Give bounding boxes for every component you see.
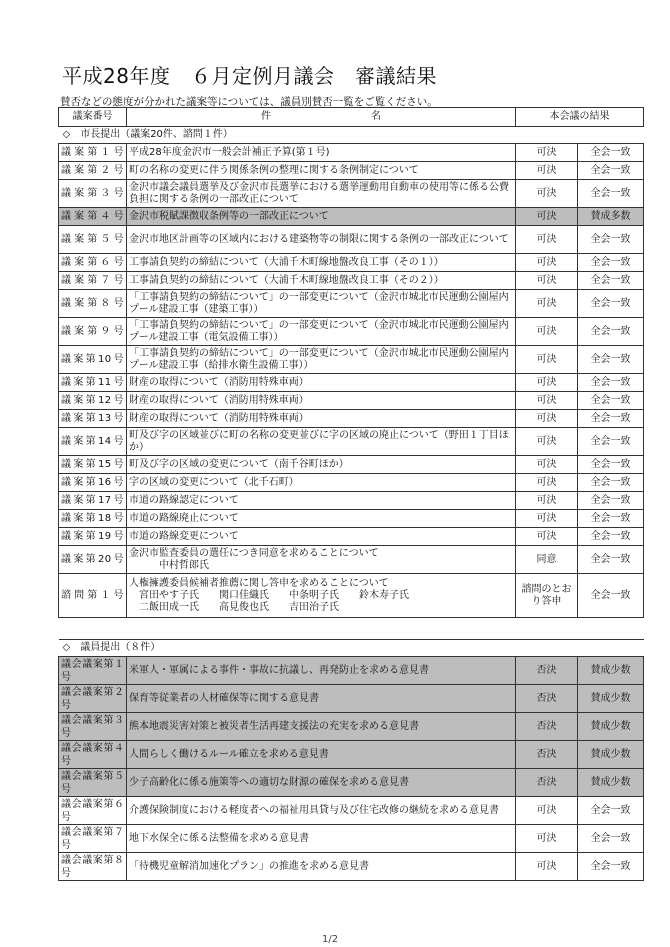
bill-number: 議案第18号: [59, 510, 127, 528]
vote-cell: 全会一致: [578, 456, 644, 474]
result-cell: 可決: [516, 510, 578, 528]
result-cell: 否決: [516, 741, 578, 769]
vote-cell: 賛成少数: [578, 769, 644, 797]
result-cell: 可決: [516, 208, 578, 226]
result-cell: 可決: [516, 272, 578, 290]
table-row: [59, 825, 644, 853]
vote-cell: 全会一致: [578, 825, 644, 853]
bill-title: [127, 510, 516, 528]
bill-number: 議案第13号: [59, 410, 127, 428]
bill-number: 議案第３号: [59, 180, 127, 208]
bill-title: [127, 226, 516, 254]
bill-title-text: 金沢市監査委員の選任につき同意を求めることについて: [129, 547, 379, 559]
bill-title: [127, 410, 516, 428]
result-cell: 可決: [516, 180, 578, 208]
vote-cell: 全会一致: [578, 853, 644, 881]
result-cell: 可決: [516, 254, 578, 272]
bill-title: 熊本地震災害対策と被災者生活再建支援法の充実を求める意見書: [127, 713, 516, 741]
bill-title: 人間らしく働けるルール確立を求める意見書: [127, 741, 516, 769]
bill-number: 議案第11号: [59, 374, 127, 392]
table-row: [59, 853, 644, 881]
bill-title-text: 金沢市地区計画等の区域内における建築物等の制限に関する条例の一部改正について: [129, 233, 509, 245]
result-cell: 可決: [516, 456, 578, 474]
bill-title: [127, 346, 516, 374]
vote-cell: 全会一致: [578, 797, 644, 825]
bill-title-text: 平成28年度金沢市一般会計補正予算(第１号): [129, 146, 330, 158]
vote-cell: 全会一致: [578, 226, 644, 254]
page-number: 1/2: [322, 934, 339, 945]
result-cell: 可決: [516, 374, 578, 392]
vote-cell: 賛成少数: [578, 685, 644, 713]
vote-cell: 全会一致: [578, 546, 644, 574]
table-row: [59, 318, 644, 346]
bill-title: [127, 208, 516, 226]
vote-cell: 賛成少数: [578, 657, 644, 685]
bill-title: [127, 474, 516, 492]
bill-title-text: 市道の路線廃止について: [129, 512, 239, 524]
table-row: [59, 492, 644, 510]
vote-cell: 全会一致: [578, 410, 644, 428]
bill-title-text: 財産の取得について（消防用特殊車両）: [129, 412, 309, 424]
vote-cell: 全会一致: [578, 144, 644, 162]
vote-cell: 全会一致: [578, 162, 644, 180]
result-cell: 可決: [516, 825, 578, 853]
bill-title: 「待機児童解消加速化プラン」の推進を求める意見書: [127, 853, 516, 881]
bill-title: [127, 254, 516, 272]
bill-number: 議案第19号: [59, 528, 127, 546]
bill-title-text: 町の名称の変更に伴う関係条例の整理に関する条例制定について: [129, 164, 419, 176]
bill-title: [127, 574, 516, 618]
bill-number: 議案第５号: [59, 226, 127, 254]
result-cell: 可決: [516, 797, 578, 825]
table-row: [59, 769, 644, 797]
vote-cell: 全会一致: [578, 346, 644, 374]
vote-cell: 全会一致: [578, 510, 644, 528]
nominee-names: 二飯田成一氏 高見俊也氏 吉田治子氏: [139, 601, 339, 613]
member-results-table: [58, 639, 644, 881]
bill-number: 議会議案第２号: [59, 685, 127, 713]
result-cell: 可決: [516, 474, 578, 492]
table-row: [59, 713, 644, 741]
result-cell: 否決: [516, 685, 578, 713]
bill-title: [127, 428, 516, 456]
vote-cell: 全会一致: [578, 290, 644, 318]
bill-title: 保育等従業者の人材確保等に関する意見書: [127, 685, 516, 713]
result-cell: 可決: [516, 428, 578, 456]
table-row: [59, 254, 644, 272]
bill-number: 議案第14号: [59, 428, 127, 456]
table-row: [59, 346, 644, 374]
bill-title: [127, 162, 516, 180]
table-row: [59, 428, 644, 456]
table-row: [59, 741, 644, 769]
table-row: [59, 180, 644, 208]
vote-cell: 賛成少数: [578, 713, 644, 741]
bill-number: 議案第12号: [59, 392, 127, 410]
result-cell: 可決: [516, 318, 578, 346]
bill-title-text: 町及び字の区域の変更について（南千谷町ほか）: [129, 458, 349, 470]
table-row: [59, 162, 644, 180]
bill-title-text: 工事請負契約の締結について（大浦千木町線地盤改良工事（その１））: [129, 256, 444, 268]
bill-number: 議案第10号: [59, 346, 127, 374]
bill-title: [127, 374, 516, 392]
bill-title: 少子高齢化に係る施策等への適切な財源の確保を求める意見書: [127, 769, 516, 797]
bill-title: [127, 180, 516, 208]
table-row: [59, 657, 644, 685]
vote-cell: 全会一致: [578, 254, 644, 272]
bill-title-text: 財産の取得について（消防用特殊車両）: [129, 394, 309, 406]
result-cell: 可決: [516, 410, 578, 428]
member-section-heading: ◇ 議員提出（８件）: [59, 640, 644, 657]
bill-title: [127, 318, 516, 346]
result-cell: 否決: [516, 713, 578, 741]
note-text: 賛否などの態度が分かれた議案等については、議員別賛否一覧をご覧ください。: [60, 96, 438, 108]
bill-title: [127, 546, 516, 574]
bill-title: [127, 272, 516, 290]
header-title: 件 名: [127, 108, 516, 127]
table-row: [59, 290, 644, 318]
table-row: [59, 374, 644, 392]
bill-title-text: 「工事請負契約の締結について」の一部変更について（金沢市城北市民運動公園屋内プール建設工事（建築工事））: [129, 291, 509, 315]
result-cell: 可決: [516, 392, 578, 410]
table-row: [59, 392, 644, 410]
table-row: [59, 546, 644, 574]
bill-number: 議会議案第４号: [59, 741, 127, 769]
bill-title: [127, 392, 516, 410]
result-cell: 諮問のとおり答申: [516, 574, 578, 618]
vote-cell: 全会一致: [578, 474, 644, 492]
bill-title-text: 「工事請負契約の締結について」の一部変更について（金沢市城北市民運動公園屋内プール建設工事（給排水衛生設備工事））: [129, 347, 509, 371]
vote-cell: 全会一致: [578, 392, 644, 410]
result-cell: 可決: [516, 144, 578, 162]
mayor-section-heading: ◇ 市長提出（議案20件、諮問１件）: [59, 127, 644, 144]
result-cell: 可決: [516, 853, 578, 881]
table-row: [59, 528, 644, 546]
bill-title: [127, 290, 516, 318]
vote-cell: 全会一致: [578, 374, 644, 392]
bill-title: [127, 528, 516, 546]
page-title: 平成28年度 ６月定例月議会 審議結果: [62, 64, 437, 88]
vote-cell: 全会一致: [578, 492, 644, 510]
bill-title: [127, 456, 516, 474]
header-num: 議案番号: [59, 108, 127, 127]
bill-number: 議会議案第７号: [59, 825, 127, 853]
table-row: [59, 456, 644, 474]
table-row: [59, 797, 644, 825]
bill-number: 議案第20号: [59, 546, 127, 574]
bill-number: 議案第９号: [59, 318, 127, 346]
bill-number: 議案第15号: [59, 456, 127, 474]
result-cell: 可決: [516, 346, 578, 374]
table-row: [59, 410, 644, 428]
nominee-names: 宮田やす子氏 関口佳織氏 中条明子氏 鈴木寿子氏: [139, 589, 409, 601]
bill-title-sub: 中村哲郎氏: [159, 559, 209, 571]
table-row: [59, 574, 644, 618]
result-cell: 可決: [516, 226, 578, 254]
bill-title: 介護保険制度における軽度者への福祉用具貸与及び住宅改修の継続を求める意見書: [127, 797, 516, 825]
table-row: [59, 208, 644, 226]
bill-number: 議案第７号: [59, 272, 127, 290]
result-cell: 可決: [516, 492, 578, 510]
result-cell: 可決: [516, 528, 578, 546]
table-row: [59, 272, 644, 290]
vote-cell: 全会一致: [578, 180, 644, 208]
bill-number: 議案第17号: [59, 492, 127, 510]
vote-cell: 賛成多数: [578, 208, 644, 226]
bill-title-text: 人権擁護委員候補者推薦に関し答申を求めることについて: [129, 577, 389, 589]
vote-cell: 賛成少数: [578, 741, 644, 769]
bill-number: 議案第16号: [59, 474, 127, 492]
bill-number: 議案第４号: [59, 208, 127, 226]
table-row: [59, 144, 644, 162]
bill-title: 地下水保全に係る法整備を求める意見書: [127, 825, 516, 853]
bill-title: [127, 144, 516, 162]
vote-cell: 全会一致: [578, 574, 644, 618]
bill-number: 議案第８号: [59, 290, 127, 318]
bill-number: 議会議案第３号: [59, 713, 127, 741]
bill-number: 諮問第１号: [59, 574, 127, 618]
bill-title-text: 「工事請負契約の締結について」の一部変更について（金沢市城北市民運動公園屋内プール建設工事（電気設備工事））: [129, 319, 509, 343]
table-row: [59, 226, 644, 254]
bill-title-text: 町及び字の区域並びに町の名称の変更並びに字の区域の廃止について（野田１丁目ほか）: [129, 429, 509, 453]
bill-title-text: 工事請負契約の締結について（大浦千木町線地盤改良工事（その２））: [129, 274, 444, 286]
table-row: [59, 685, 644, 713]
bill-title-text: 金沢市議会議員選挙及び金沢市長選挙における選挙運動用自動車の使用等に係る公費負担に関する条例の一部改正について: [129, 181, 509, 205]
vote-cell: 全会一致: [578, 318, 644, 346]
result-cell: 同意: [516, 546, 578, 574]
vote-cell: 全会一致: [578, 528, 644, 546]
bill-number: 議会議案第５号: [59, 769, 127, 797]
table-row: [59, 474, 644, 492]
table-row: [59, 510, 644, 528]
result-cell: 可決: [516, 290, 578, 318]
result-cell: 否決: [516, 657, 578, 685]
header-result: 本会議の結果: [516, 108, 644, 127]
result-cell: 可決: [516, 162, 578, 180]
bill-title-text: 字の区域の変更について（北千石町）: [129, 476, 299, 488]
bill-title: 米軍人・軍属による事件・事故に抗議し、再発防止を求める意見書: [127, 657, 516, 685]
bill-title-text: 財産の取得について（消防用特殊車両）: [129, 376, 309, 388]
vote-cell: 全会一致: [578, 428, 644, 456]
bill-number: 議会議案第８号: [59, 853, 127, 881]
bill-number: 議会議案第６号: [59, 797, 127, 825]
bill-number: 議案第６号: [59, 254, 127, 272]
bill-number: 議案第１号: [59, 144, 127, 162]
bill-title: [127, 492, 516, 510]
vote-cell: 全会一致: [578, 272, 644, 290]
bill-title-text: 市道の路線認定について: [129, 494, 239, 506]
mayor-results-table: [58, 107, 644, 618]
bill-title-text: 金沢市税賦課徴収条例等の一部改正について: [129, 210, 329, 222]
bill-title-text: 市道の路線変更について: [129, 530, 239, 542]
bill-number: 議会議案第１号: [59, 657, 127, 685]
bill-number: 議案第２号: [59, 162, 127, 180]
result-cell: 否決: [516, 769, 578, 797]
table-header-row: [59, 108, 644, 127]
